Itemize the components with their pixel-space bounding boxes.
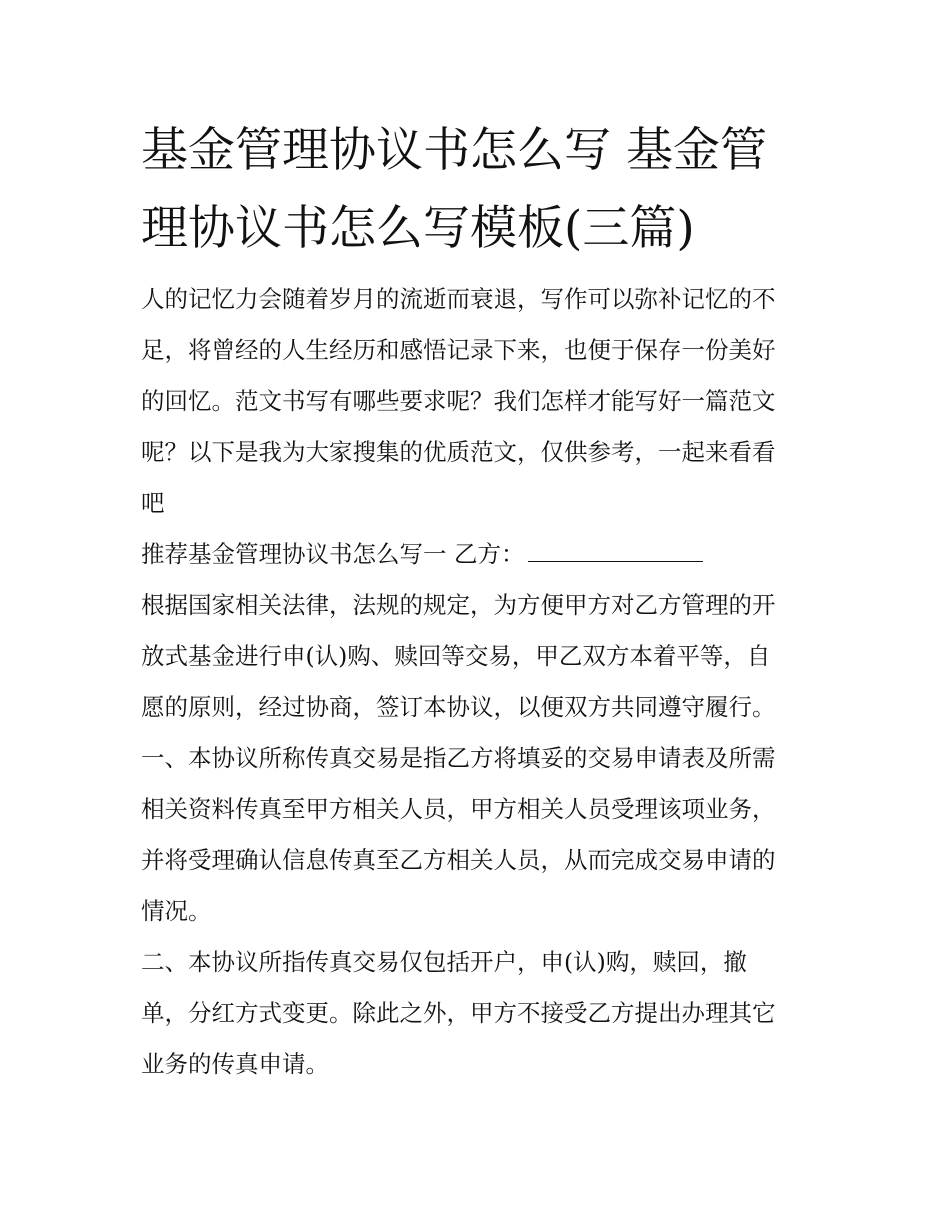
title-line: 理协议书怎么写模板(三篇) — [141, 201, 695, 256]
party-b-blank-line — [528, 539, 703, 562]
text-line: 放式基金进行申(认)购、赎回等交易，甲乙双方本着平等，自 — [141, 642, 771, 670]
section-heading-text: 推荐基金管理协议书怎么写一 乙方： — [141, 540, 525, 568]
text-line: 并将受理确认信息传真至乙方相关人员，从而完成交易申请的 — [141, 846, 776, 874]
text-line: 二、本协议所指传真交易仅包括开户，申(认)购，赎回，撤 — [141, 948, 747, 976]
section-heading — [141, 529, 813, 580]
text-line: 愿的原则，经过协商，签订本协议，以便双方共同遵守履行。 — [141, 693, 776, 721]
text-line: 的回忆。范文书写有哪些要求呢？我们怎样才能写好一篇范文 — [141, 387, 776, 415]
text-line: 呢？以下是我为大家搜集的优质范文，仅供参考，一起来看看 — [141, 438, 776, 466]
clause-paragraph-one — [141, 733, 813, 937]
text-line: 一、本协议所称传真交易是指乙方将填妥的交易申请表及所需 — [141, 744, 776, 772]
clause-paragraph-two — [141, 937, 813, 1090]
document-page — [141, 112, 813, 1090]
text-line: 根据国家相关法律，法规的规定，为方便甲方对乙方管理的开 — [141, 591, 776, 619]
text-line: 单，分红方式变更。除此之外，甲方不接受乙方提出办理其它 — [141, 999, 776, 1027]
intro-paragraph — [141, 274, 813, 529]
title-line: 基金管理协议书怎么写 基金管 — [141, 123, 767, 178]
text-line: 吧 — [141, 489, 165, 517]
text-line: 情况。 — [141, 897, 212, 925]
text-line: 相关资料传真至甲方相关人员，甲方相关人员受理该项业务， — [141, 795, 776, 823]
text-line: 人的记忆力会随着岁月的流逝而衰退，写作可以弥补记忆的不 — [141, 285, 776, 313]
text-line: 业务的传真申请。 — [141, 1050, 329, 1078]
text-line: 足，将曾经的人生经历和感悟记录下来，也便于保存一份美好 — [141, 336, 776, 364]
document-title — [141, 112, 813, 268]
clause-paragraph-preamble — [141, 580, 813, 733]
